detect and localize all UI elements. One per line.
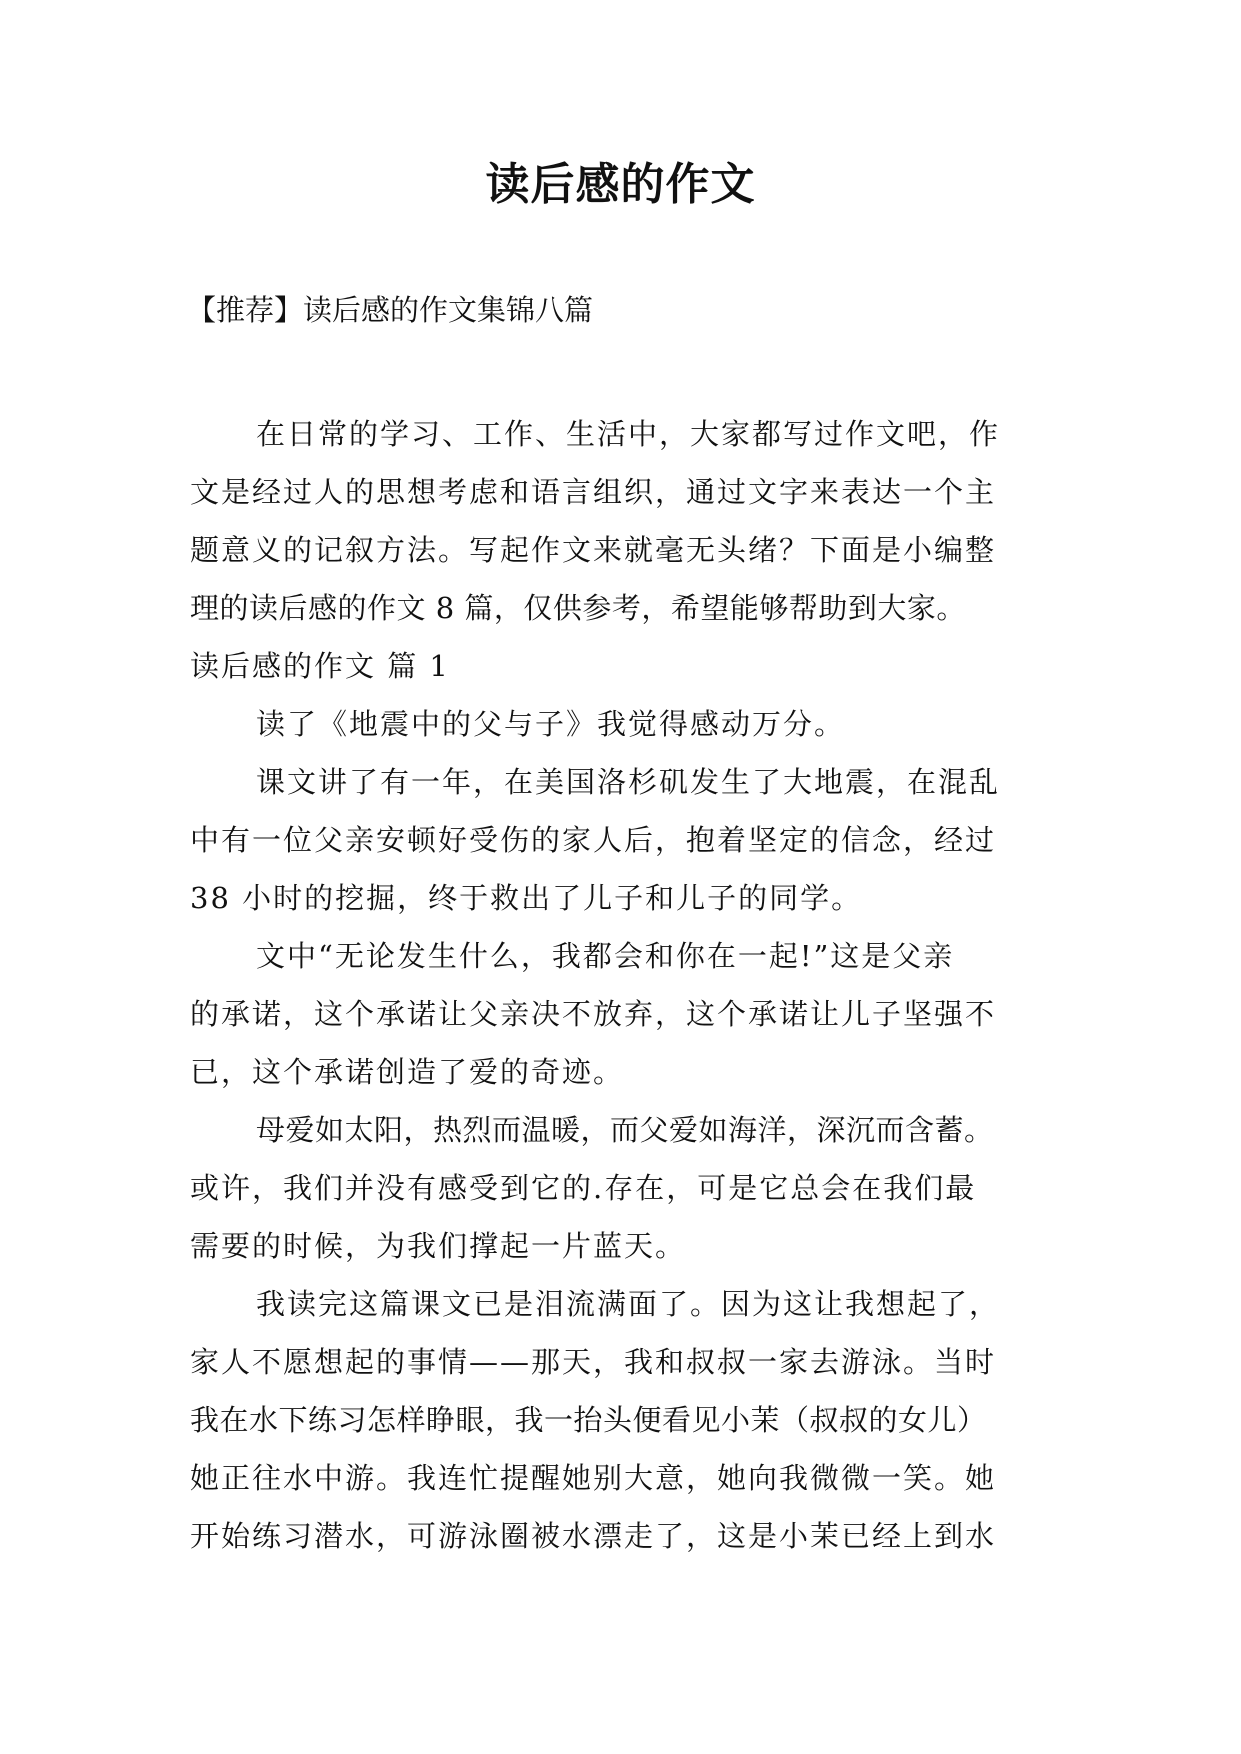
body-line: 母爱如太阳，热烈而温暖，而父爱如海洋，深沉而含蓄。 bbox=[256, 1113, 994, 1147]
body-line: 已，这个承诺创造了爱的奇迹。 bbox=[190, 1055, 625, 1089]
body-line: 在日常的学习、工作、生活中，大家都写过作文吧，作 bbox=[256, 417, 1001, 451]
body-line: 我读完这篇课文已是泪流满面了。因为这让我想起了， bbox=[256, 1287, 1001, 1321]
section-heading: 读后感的作文 篇 1 bbox=[190, 649, 450, 683]
body-line: 开始练习潜水，可游泳圈被水漂走了，这是小茉已经上到水 bbox=[190, 1519, 997, 1553]
body-line: 题意义的记叙方法。写起作文来就毫无头绪？下面是小编整 bbox=[190, 533, 997, 567]
body-line: 或许，我们并没有感受到它的.存在，可是它总会在我们最 bbox=[190, 1171, 977, 1205]
body-line: 课文讲了有一年，在美国洛杉矶发生了大地震，在混乱 bbox=[256, 765, 1001, 799]
body-line: 读了《地震中的父与子》我觉得感动万分。 bbox=[256, 707, 846, 741]
body-line: 我在水下练习怎样睁眼，我一抬头便看见小茉（叔叔的女儿） bbox=[190, 1403, 987, 1437]
document-subtitle: 【推荐】读后感的作文集锦八篇 bbox=[187, 293, 594, 327]
body-line: 她正往水中游。我连忙提醒她别大意，她向我微微一笑。她 bbox=[190, 1461, 997, 1495]
body-line: 理的读后感的作文 8 篇，仅供参考，希望能够帮助到大家。 bbox=[190, 591, 966, 625]
document-title: 读后感的作文 bbox=[485, 159, 756, 210]
body-line: 文是经过人的思想考虑和语言组织，通过文字来表达一个主 bbox=[190, 475, 997, 509]
body-line: 中有一位父亲安顿好受伤的家人后，抱着坚定的信念，经过 bbox=[190, 823, 997, 857]
body-line: 的承诺，这个承诺让父亲决不放弃，这个承诺让儿子坚强不 bbox=[190, 997, 997, 1031]
document-body bbox=[190, 405, 1070, 1565]
body-line: 家人不愿想起的事情——那天，我和叔叔一家去游泳。当时 bbox=[190, 1345, 997, 1379]
body-line: 需要的时候，为我们撑起一片蓝天。 bbox=[190, 1229, 687, 1263]
body-line: 38 小时的挖掘，终于救出了儿子和儿子的同学。 bbox=[190, 881, 863, 915]
body-line: 文中“无论发生什么，我都会和你在一起!”这是父亲 bbox=[256, 939, 955, 973]
